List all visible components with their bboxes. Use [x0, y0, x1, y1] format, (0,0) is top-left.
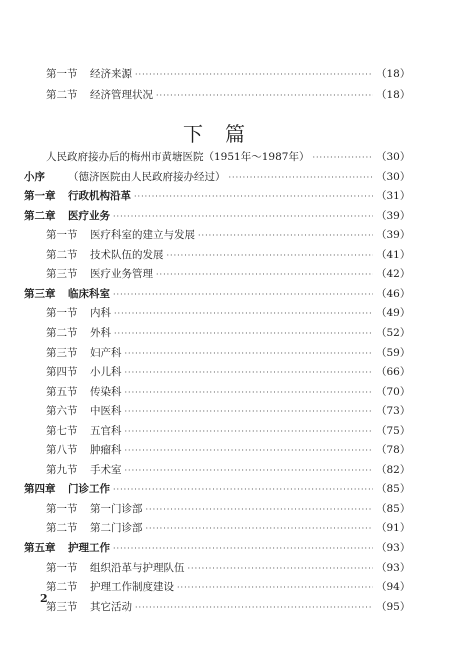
toc-entry-title: 行政机构沿革 — [68, 190, 131, 202]
toc-entry-page: （85） — [376, 503, 411, 515]
toc-entry — [24, 170, 411, 185]
dot-leader — [135, 68, 373, 82]
toc-entry — [46, 365, 411, 380]
toc-entry-number: 第三节 — [46, 601, 78, 613]
toc-entry-page: （49） — [376, 307, 411, 319]
toc-entry-page: （93） — [376, 542, 411, 554]
toc-entry-page: （70） — [376, 386, 411, 398]
toc-entry — [46, 306, 411, 321]
toc-entry — [46, 561, 411, 576]
toc-entry-title: 中医科 — [90, 405, 122, 417]
toc-entry — [46, 67, 411, 82]
toc-entry — [46, 404, 411, 419]
toc-entry-number: 小序 — [24, 171, 45, 183]
toc-entry-title: 人民政府接办后的梅州市黄塘医院（1951年～1987年） — [46, 151, 310, 163]
toc-entry — [46, 521, 411, 536]
toc-entry-page: （30） — [376, 151, 411, 163]
toc-entry — [46, 150, 411, 165]
dot-leader — [146, 522, 374, 536]
toc-entry-number: 第二节 — [46, 581, 78, 593]
toc-entry-title: 技术队伍的发展 — [90, 249, 164, 261]
toc-entry-page: （75） — [376, 425, 411, 437]
toc-entry — [46, 385, 411, 400]
dot-leader — [177, 581, 373, 595]
dot-leader — [125, 425, 374, 439]
toc-entry-title: 外科 — [90, 327, 111, 339]
dot-leader — [114, 327, 373, 341]
dot-leader — [125, 386, 374, 400]
toc-entry-number: 第六节 — [46, 405, 78, 417]
toc-entry — [46, 346, 411, 361]
toc-entry-page: （41） — [376, 249, 411, 261]
dot-leader — [113, 288, 373, 302]
dot-leader — [114, 307, 373, 321]
dot-leader — [113, 210, 373, 224]
toc-entry-title: （德济医院由人民政府接办经过） — [68, 171, 226, 183]
toc-entry — [46, 88, 411, 103]
toc-entry-page: （93） — [376, 562, 411, 574]
toc-entry-number: 第四章 — [24, 483, 56, 495]
toc-entry — [24, 209, 411, 224]
toc-entry-page: （91） — [376, 522, 411, 534]
toc-entry-title: 门诊工作 — [68, 483, 110, 495]
toc-entry-number: 第四节 — [46, 366, 78, 378]
toc-entry-page: （46） — [376, 288, 411, 300]
toc-entry-title: 护理工作 — [68, 542, 110, 554]
toc-entry-number: 第一章 — [24, 190, 56, 202]
toc-entry-page: （85） — [376, 483, 411, 495]
toc-entry-number: 第三节 — [46, 347, 78, 359]
toc-entry-title: 小儿科 — [90, 366, 122, 378]
toc-entry-number: 第九节 — [46, 464, 78, 476]
toc-entry-number: 第二节 — [46, 327, 78, 339]
toc-entry-title: 医疗业务管理 — [90, 268, 153, 280]
toc-entry-title: 其它活动 — [90, 601, 132, 613]
dot-leader — [125, 444, 374, 458]
toc-entry-page: （30） — [376, 171, 411, 183]
toc-entry-title: 第一门诊部 — [90, 503, 143, 515]
toc-entry-page: （42） — [376, 268, 411, 280]
page-number: 2 — [40, 592, 48, 605]
part-heading: 下篇 — [183, 122, 267, 146]
dot-leader — [135, 601, 373, 615]
toc-entry-title: 经济管理状况 — [90, 89, 153, 101]
toc-entry-title: 医疗科室的建立与发展 — [90, 229, 195, 241]
dot-leader — [113, 542, 373, 556]
toc-entry — [46, 228, 411, 243]
toc-entry-page: （66） — [376, 366, 411, 378]
toc-entry-number: 第五节 — [46, 386, 78, 398]
toc-entry-number: 第一节 — [46, 503, 78, 515]
dot-leader — [146, 503, 374, 517]
toc-entry-title: 妇产科 — [90, 347, 122, 359]
toc-entry — [24, 482, 411, 497]
toc-entry-title: 护理工作制度建设 — [90, 581, 174, 593]
toc-entry-number: 第三节 — [46, 268, 78, 280]
toc-entry-page: （59） — [376, 347, 411, 359]
toc-entry-title: 医疗业务 — [68, 210, 110, 222]
toc-entry — [46, 443, 411, 458]
dot-leader — [167, 249, 374, 263]
toc-entry — [46, 424, 411, 439]
toc-entry-number: 第一节 — [46, 307, 78, 319]
toc-entry-title: 经济来源 — [90, 68, 132, 80]
dot-leader — [125, 347, 374, 361]
toc-entry — [46, 326, 411, 341]
toc-entry — [24, 189, 411, 204]
toc-entry-page: （18） — [376, 89, 411, 101]
toc-entry-title: 临床科室 — [68, 288, 110, 300]
toc-entry-page: （39） — [376, 210, 411, 222]
toc-entry-number: 第一节 — [46, 562, 78, 574]
toc-entry-number: 第八节 — [46, 444, 78, 456]
toc-entry — [46, 502, 411, 517]
toc-entry-title: 五官科 — [90, 425, 122, 437]
toc-entry — [24, 541, 411, 556]
toc-entry-number: 第五章 — [24, 542, 56, 554]
toc-entry-title: 手术室 — [90, 464, 122, 476]
toc-entry — [46, 580, 411, 595]
toc-entry-page: （95） — [376, 601, 411, 613]
toc-entry-page: （31） — [376, 190, 411, 202]
toc-entry-page: （39） — [376, 229, 411, 241]
toc-entry-page: （73） — [376, 405, 411, 417]
dot-leader — [134, 190, 373, 204]
dot-leader — [125, 405, 374, 419]
toc-entry-title: 第二门诊部 — [90, 522, 143, 534]
toc-entry-page: （52） — [376, 327, 411, 339]
dot-leader — [113, 483, 373, 497]
toc-entry-title: 内科 — [90, 307, 111, 319]
toc-entry-number: 第三章 — [24, 288, 56, 300]
toc-entry-page: （18） — [376, 68, 411, 80]
dot-leader — [156, 89, 373, 103]
dot-leader — [156, 268, 373, 282]
toc-entry-number: 第二节 — [46, 249, 78, 261]
toc-entry-page: （94） — [376, 581, 411, 593]
toc-entry-title: 传染科 — [90, 386, 122, 398]
toc-entry-page: （82） — [376, 464, 411, 476]
dot-leader — [312, 151, 373, 165]
toc-entry-page: （78） — [376, 444, 411, 456]
dot-leader — [188, 562, 374, 576]
dot-leader — [125, 464, 374, 478]
toc-entry — [24, 287, 411, 302]
toc-entry-title: 肿瘤科 — [90, 444, 122, 456]
toc-entry-title: 组织沿革与护理队伍 — [90, 562, 185, 574]
toc-entry-number: 第二节 — [46, 522, 78, 534]
toc-entry-number: 第一节 — [46, 68, 78, 80]
toc-entry-number: 第一节 — [46, 229, 78, 241]
toc-entry — [46, 267, 411, 282]
toc-entry-number: 第七节 — [46, 425, 78, 437]
dot-leader — [125, 366, 374, 380]
toc-entry — [46, 600, 411, 615]
dot-leader — [229, 171, 374, 185]
toc-entry — [46, 248, 411, 263]
toc-entry-number: 第二章 — [24, 210, 56, 222]
dot-leader — [198, 229, 373, 243]
toc-entry-number: 第二节 — [46, 89, 78, 101]
toc-entry — [46, 463, 411, 478]
